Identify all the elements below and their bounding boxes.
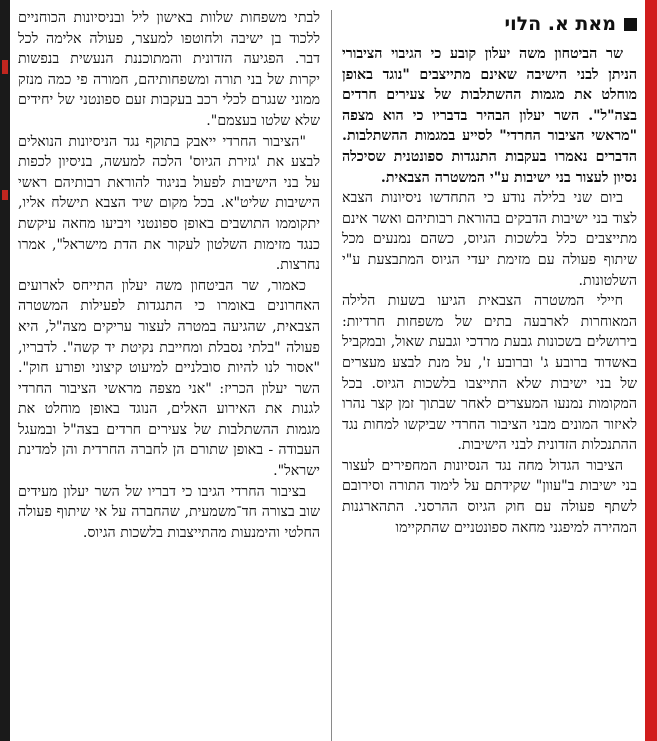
- column-divider: [331, 10, 332, 741]
- article-column-left: [18, 8, 320, 543]
- adjacent-page-edge: [0, 0, 10, 741]
- red-edge-strip: [645, 0, 657, 741]
- body-paragraph: חיילי המשטרה הצבאית הגיעו בשעות הלילה המאוחרות לארבעה בתים של משפחות חרדיות: בירושלים בשכונות גבעת מרדכי וגבעת שאול, ובמקביל באשדוד ברובע ג' וברובע ז', על מנת לבצע מעצרים של בני ישיבות שלא התייצבו בלשכות הגיוס. בכל המקומות נמנעו המעצרים לאחר שבתוך זמן קצר נהרו לאיזור המונים מבני הציבור החרדי שביקשו למחות נגד ההתנכלות הזדונית לבני הישיבות.: [342, 293, 637, 454]
- body-paragraph: בציבור החרדי הגיבו כי דבריו של השר יעלון מעידים שוב בצורה חד־משמעית, שהחברה על אי שיתוף פעולה החלטי והימנעות מהתייצבות בלשכות הגיוס.: [18, 483, 320, 541]
- lead-paragraph: שר הביטחון משה יעלון קובע כי הגיבוי הציבורי הניתן לבני הישיבה שאינם מתייצבים "נוגד באופן מוחלט את מגמות ההשתלבות של צעירים חרדים בצה"ל". השר יעלון הבהיר בדבריו כי הוא מצפה "מראשי הציבור החרדי" לסייע במגמות ההשתלבות. הדברים נאמרו בעקבות התנגדות ספונטנית שסיכלה נסיון לעצור בני ישיבות ע"י המשטרה הצבאית.: [342, 46, 637, 186]
- body-paragraph: ביום שני בלילה נודע כי התחדשו ניסיונות הצבא לצוד בני ישיבות הדבקים בהוראת רבותיהם ואשר אינם מתייצבים כלל בלשכות הגיוס, כשהם נמנעים מכל שיתוף פעולה עם מזימת יעדי הגיוס המתבצעת ע"י השלטונות.: [342, 190, 637, 289]
- body-paragraph: "הציבור החרדי ייאבק בתוקף נגד הניסיונות הנואלים לבצע את 'גזירת הגיוס' הלכה למעשה, בניסיון לכפות על בני הישיבות לפעול בניגוד להוראת רבותיהם ראשי הישיבות שליט"א. בכל מקום שיד הצבא תישלח אליו, יתקוממו התושבים באופן ספונטני ויביעו מחאה עיקשת כנגד מזימות השלטון לעקור את הדת מישראל", אמרו נחרצות.: [18, 133, 320, 274]
- body-paragraph: לבתי משפחות שלוות באישון ליל ובניסיונות הכוחניים ללכוד בן ישיבה ולחוטפו למעצר, פעולה אלימה לכל דבר. הפגיעה הזדונית והמתוכננת הנעשית בנפשות יקרות של בני תורה ומשפחותיהם, חמורה פי כמה מנזק ממוני שנגרם לכלי רכב בעקבות זעם ספונטני של יחידים שלא שלטו בעצמם".: [18, 10, 320, 129]
- byline: [342, 12, 637, 36]
- body-paragraph: הציבור הגדול מחה נגד הנסיונות המחפירים לעצור בני ישיבות ב"עוון" שקידתם על לימוד התורה וסירובם לשתף פעולה עם חוק הגיוס ההרסני. התהארגנות המהירה למיפגני מחאה ספונטניים שהתקיימו: [342, 457, 637, 536]
- byline-text: מאת א. הלוי: [504, 13, 616, 35]
- body-paragraph: כאמור, שר הביטחון משה יעלון התייחס לארועים האחרונים באומרו כי התנגדות לפעילות המשטרה הצבאית, שהגיעה במטרה לעצור עריקים מצה"ל, היא פעולה "בלתי נסבלת ומחייבת נקיטת יד קשה". לדבריו, "אסור לנו להיות סובלניים למיעוט קיצוני ופורע חוק". השר יעלון הכריז: "אני מצפה מראשי הציבור החרדי לגנות את האירוע האלים, הנוגד באופן מוחלט את מגמות ההשתלבות של צעירים חרדים בצה"ל ובמעגל העבודה - באופן שתורם הן לחברה החרדית והן למדינת ישראל".: [18, 277, 320, 480]
- article-column-right: [342, 8, 637, 538]
- square-bullet-icon: [624, 18, 637, 31]
